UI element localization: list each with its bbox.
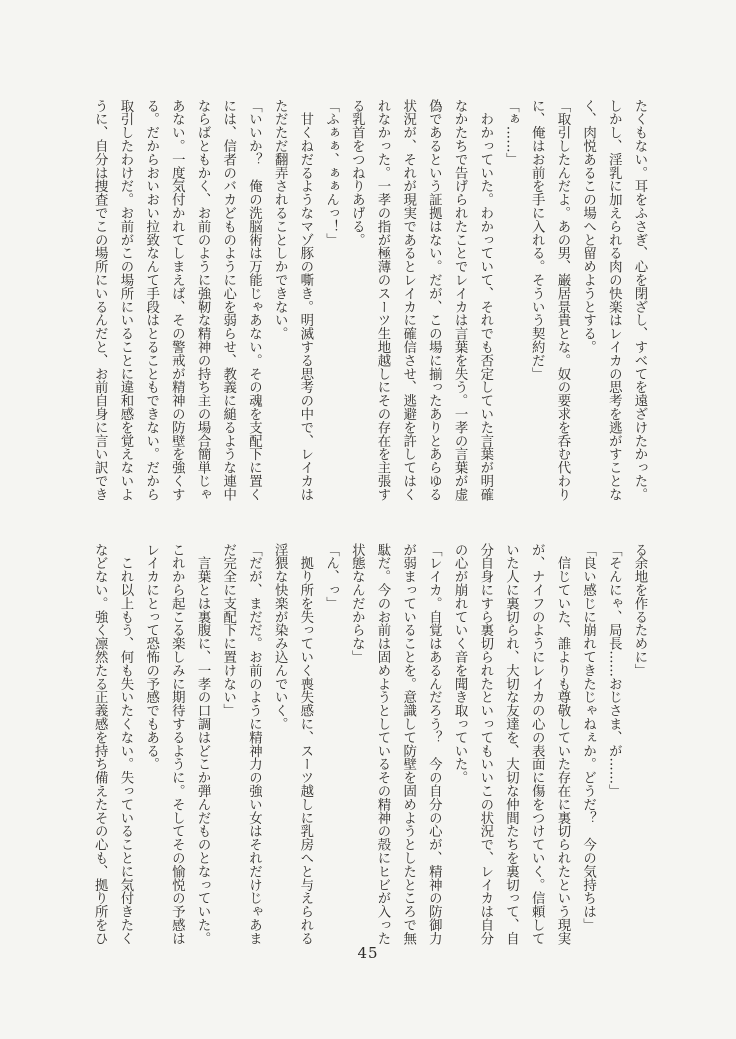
- text-column: には、信者のバカどものように心を弱らせ、教義に縋るような連中: [220, 99, 236, 501]
- text-column: の心が崩れていく音を聞き取っていた。: [452, 543, 468, 785]
- text-column: に、俺はお前を手に入れる。そういう契約だ」: [529, 99, 545, 381]
- text-column: 言葉とは裏腹に、一孝の口調はどこか弾んだものとなっていた。: [195, 543, 211, 945]
- text-column: などない。強く凛然たる正義感を持ち備えたその心も、拠り所をひ: [92, 543, 108, 945]
- top-text-block: [87, 99, 652, 503]
- page-number: 45: [357, 944, 379, 962]
- text-column: ただただ翻弄されることしかできない。: [272, 99, 288, 341]
- text-column: る乳首をつねりあげる。: [349, 99, 365, 247]
- text-column: わかっていた。わかっていて、それでも否定していた言葉が明確: [477, 99, 493, 501]
- text-column: 駄だ。今のお前は固めようとしているその精神の殻にヒビが入った: [374, 543, 390, 945]
- text-column: る。だからおいおい拉致なんて手段はとることもできない。だから: [143, 99, 159, 501]
- text-column: 「だが、まだだ。お前のように精神力の強い女はそれだけじゃあま: [246, 543, 262, 945]
- text-column: が弱まっていることを。意識して防壁を固めようとしたところで無: [400, 543, 416, 945]
- text-column: 「レイカ。自覚はあるんだろう？ 今の自分の心が、精神の防御力: [426, 543, 442, 945]
- text-column: る余地を作るために」: [632, 543, 647, 677]
- text-column: 取引したわけだ。お前がこの場所にいることに違和感を覚えないよ: [117, 99, 133, 501]
- text-column: 信じていた、誰よりも尊敬していた存在に裏切られたという現実: [554, 543, 570, 945]
- text-column: 「ぁ……」: [503, 99, 519, 166]
- text-column: レイカにとって恐怖の予感でもある。: [143, 543, 159, 771]
- text-column: これから起こる楽しみに期待するように。そしてその愉悦の予感は: [169, 543, 185, 945]
- text-column: 「ふぁぁ、ぁぁんっ！」: [323, 99, 339, 247]
- text-column: いた人に裏切られ、大切な友達を、大切な仲間たちを裏切って、自: [503, 543, 519, 945]
- text-column: 状態なんだからな」: [349, 543, 365, 664]
- text-column: 「ん、っ」: [323, 543, 339, 610]
- text-column: しかし、淫乳に加えられる肉の快楽はレイカの思考を逃がすことな: [606, 99, 622, 501]
- text-column: うに、自分は捜査でこの場所にいるんだと、お前自身に言い訳でき: [92, 99, 108, 501]
- text-column: 「良い感じに崩れてきたじゃねぇか。どうだ？ 今の気持ちは」: [580, 543, 596, 932]
- text-column: 淫猥な快楽が染み込んでいく。: [272, 543, 288, 731]
- text-column: 拠り所を失っていく喪失感に、スーツ越しに乳房へと与えられる: [297, 543, 313, 945]
- text-column: 甘くねだるようなマゾ豚の嘶き。明滅する思考の中で、レイカは: [297, 99, 313, 501]
- text-column: が、ナイフのようにレイカの心の表面に傷をつけていく。信頼して: [529, 543, 545, 945]
- text-column: 「そんにゃ、局長……おじさま、が……」: [606, 543, 622, 798]
- text-column: ならばともかく、お前のように強靭な精神の持ち主の場合簡単じゃ: [195, 99, 211, 501]
- text-column: あない。一度気付かれてしまえば、その警戒が精神の防壁を強くす: [169, 99, 185, 501]
- text-column: 「取引したんだよ。あの男、巌居景貴とな。奴の要求を呑む代わり: [554, 99, 570, 501]
- text-column: く、肉悦あるこの場へと留めようとする。: [580, 99, 596, 354]
- text-column: 状況が、それが現実であるとレイカに確信させ、逃避を許してはく: [400, 99, 416, 501]
- text-column: これ以上もう、何も失いたくない。失っていることに気付きたく: [117, 543, 133, 945]
- text-column: 分自身にすら裏切られたといってもいいこの状況で、レイカは自分: [477, 543, 493, 945]
- text-column: だ完全に支配下に置けない」: [220, 543, 236, 718]
- text-column: たくもない。耳をふさぎ、心を閉ざし、すべてを遠ざけたかった。: [632, 99, 647, 501]
- text-column: 偽であるという証拠はない。だが、この場に揃ったありとあらゆる: [426, 99, 442, 501]
- bottom-text-block: [87, 543, 652, 947]
- text-column: なかたちで告げられたことでレイカは言葉を失う。一孝の言葉が虚: [452, 99, 468, 501]
- text-column: 「いいか？ 俺の洗脳術は万能じゃあない。その魂を支配下に置く: [246, 99, 262, 501]
- text-column: れなかった。一孝の指が極薄のスーツ生地越しにその存在を主張す: [374, 99, 390, 501]
